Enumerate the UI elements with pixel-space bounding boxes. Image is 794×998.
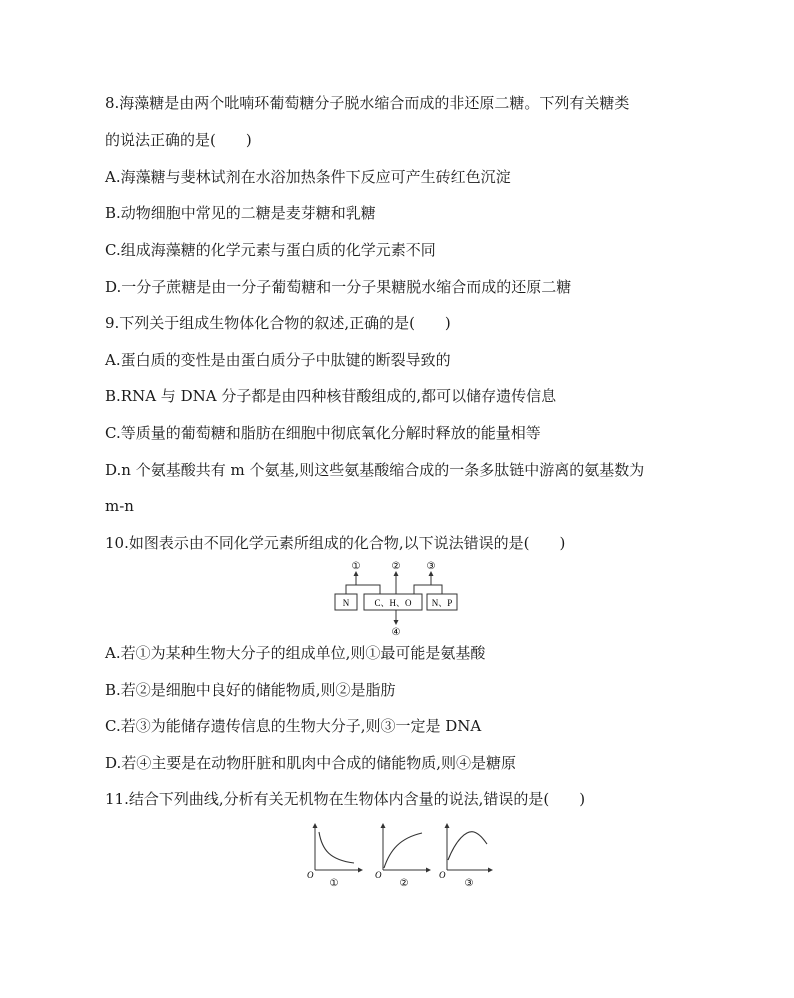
graph-1-label: ① xyxy=(329,878,339,889)
q10-option-a: A.若①为某种生物大分子的组成单位,则①最可能是氨基酸 xyxy=(105,644,486,662)
box-cho-label: C、H、O xyxy=(374,598,412,608)
q8-stem-line1: 8.海藻糖是由两个吡喃环葡萄糖分子脱水缩合而成的非还原二糖。下列有关糖类 xyxy=(105,94,630,112)
graph-2-origin: O xyxy=(375,870,382,880)
q9-option-d-line1: D.n 个氨基酸共有 m 个氨基,则这些氨基酸缩合成的一条多肽链中游离的氨基数为 xyxy=(105,461,645,479)
q8-option-a: A.海藻糖与斐林试剂在水浴加热条件下反应可产生砖红色沉淀 xyxy=(105,168,511,186)
q9-option-a: A.蛋白质的变性是由蛋白质分子中肽键的断裂导致的 xyxy=(105,351,451,369)
q8-option-d: D.一分子蔗糖是由一分子葡萄糖和一分子果糖脱水缩合而成的还原二糖 xyxy=(105,278,572,296)
q8-option-b: B.动物细胞中常见的二糖是麦芽糖和乳糖 xyxy=(105,204,376,222)
q10-option-d: D.若④主要是在动物肝脏和肌肉中合成的储能物质,则④是糖原 xyxy=(105,754,517,772)
graph-3 xyxy=(439,823,493,889)
q11-curve-graphs xyxy=(300,818,500,890)
mark-4: ④ xyxy=(391,627,401,638)
q10-option-b: B.若②是细胞中良好的储能物质,则②是脂肪 xyxy=(105,681,396,699)
q9-option-c: C.等质量的葡萄糖和脂肪在细胞中彻底氧化分解时释放的能量相等 xyxy=(105,424,541,442)
q10-stem: 10.如图表示由不同化学元素所组成的化合物,以下说法错误的是( ) xyxy=(105,534,566,552)
q11-stem: 11.结合下列曲线,分析有关无机物在生物体内含量的说法,错误的是( ) xyxy=(105,790,586,808)
graph-3-origin: O xyxy=(439,870,446,880)
box-np-label: N、P xyxy=(431,598,453,608)
graph-1 xyxy=(307,823,363,889)
q9-stem: 9.下列关于组成生物体化合物的叙述,正确的是( ) xyxy=(105,314,451,332)
graph-3-label: ③ xyxy=(464,878,474,889)
graph-2 xyxy=(375,823,431,889)
mark-2: ② xyxy=(391,561,401,572)
box-n-label: N xyxy=(342,598,350,608)
q9-option-b: B.RNA 与 DNA 分子都是由四种核苷酸组成的,都可以储存遗传信息 xyxy=(105,387,557,405)
q9-option-d-line2: m-n xyxy=(105,497,134,515)
mark-3: ③ xyxy=(426,561,436,572)
q10-element-diagram xyxy=(330,560,470,638)
graph-2-label: ② xyxy=(399,878,409,889)
graph-1-origin: O xyxy=(307,870,314,880)
q8-stem-line2: 的说法正确的是( ) xyxy=(105,131,252,149)
mark-1: ① xyxy=(351,561,361,572)
q8-option-c: C.组成海藻糖的化学元素与蛋白质的化学元素不同 xyxy=(105,241,436,259)
q10-option-c: C.若③为能储存遗传信息的生物大分子,则③一定是 DNA xyxy=(105,717,482,735)
